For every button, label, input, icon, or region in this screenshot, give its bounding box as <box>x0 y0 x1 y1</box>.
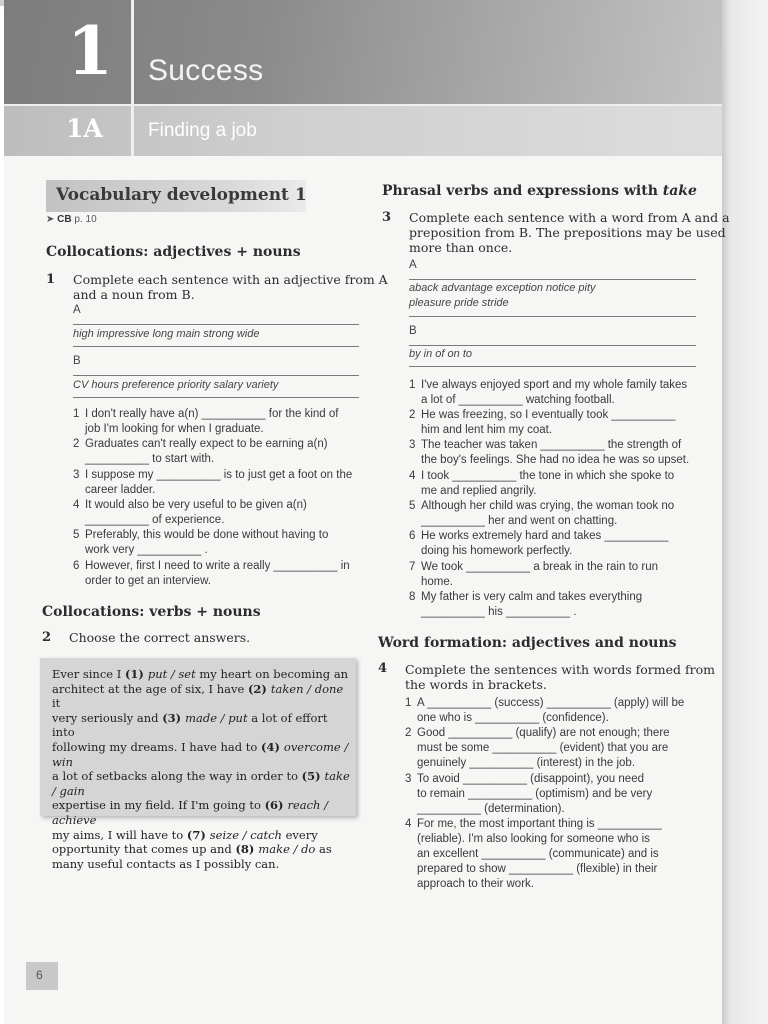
exercise-1-instruction: Complete each sentence with an adjective from A and a noun from B. <box>73 272 388 302</box>
gap-text-line: Ever since I (1) put / set my heart on becoming an <box>52 667 349 681</box>
exercise-1-item: 3 I suppose my __________ is to just get a foot on the career ladder. <box>73 469 353 496</box>
page-number: 6 <box>36 968 43 982</box>
box-a-words: aback advantage exception notice pity <box>409 282 596 294</box>
subheading-phrasal-verbs: Phrasal verbs and expressions with take <box>382 183 697 199</box>
exercise-1-item: 5 Preferably, this would be done without having to work very __________ . <box>73 529 329 556</box>
exercise-3-item: 5 Although her child was crying, the woman took no __________ her and went on chatting. <box>409 500 675 527</box>
subheading-word-formation: Word formation: adjectives and nouns <box>378 635 677 651</box>
exercise-3-number: 3 <box>382 210 392 225</box>
exercise-3-item: 7 We took __________ a break in the rain to run home. <box>409 561 658 588</box>
exercise-1-item: 6 However, first I need to write a really __________ in order to get an interview. <box>73 560 350 587</box>
gap-text-line: following my dreams. I have had to (4) overcome / win <box>52 739 349 769</box>
box-b-rule-bottom <box>73 397 359 398</box>
exercise-2-number: 2 <box>42 630 52 645</box>
box-b-words: CV hours preference priority salary variety <box>73 379 279 391</box>
exercise-1-item: 1 I don't really have a(n) __________ for the kind of job I'm looking for when I graduate. <box>73 408 339 435</box>
choice[interactable]: taken / done <box>270 681 344 696</box>
exercise-2-instruction: Choose the correct answers. <box>69 630 251 645</box>
facing-page-edge <box>722 0 768 1024</box>
gap-text-line: my aims, I will have to (7) seize / catch every <box>52 827 318 842</box>
exercise-3-item: 4 I took __________ the tone in which she spoke to me and replied angrily. <box>409 470 675 497</box>
box-b-rule-bottom <box>409 366 696 367</box>
box-a-label: A <box>73 304 81 316</box>
box-a-words: high impressive long main strong wide <box>73 328 260 340</box>
arrow-icon: ➤ <box>46 214 55 225</box>
exercise-1-number: 1 <box>46 272 56 287</box>
choice[interactable]: reach / achieve <box>52 798 328 827</box>
exercise-3-item: 6 He works extremely hard and takes __________ doing his homework perfectly. <box>409 530 669 557</box>
lesson-title: Finding a job <box>148 120 257 141</box>
exercise-3-item: 1 I've always enjoyed sport and my whole family takes a lot of __________ watching football. <box>409 379 688 406</box>
exercise-4-item: 4 For me, the most important thing is __________ (reliable). I'm also looking for someone who is an excellent __________ (communicate) and is prepared to show __________ (flexible) in their approach to their work. <box>405 818 662 890</box>
box-b-rule <box>73 375 359 376</box>
unit-title: Success <box>148 54 264 87</box>
lesson-number: 1A <box>66 114 103 143</box>
choice[interactable]: put / set <box>147 667 196 681</box>
box-b-rule <box>409 345 696 346</box>
exercise-1-item: 4 It would also be very useful to be given a(n) __________ of experience. <box>73 499 307 526</box>
lesson-header-band <box>4 106 722 156</box>
gap-text-line: very seriously and (3) made / put a lot of effort into <box>52 710 328 740</box>
exercise-4-instruction: Complete the sentences with words formed from the words in brackets. <box>405 662 715 692</box>
box-a-rule <box>73 324 359 325</box>
header-divider <box>4 104 722 106</box>
gap-text-line: architect at the age of six, I have (2) taken / done it <box>52 681 344 711</box>
gap-text-line: opportunity that comes up and (8) make / do as <box>52 842 332 857</box>
exercise-4-number: 4 <box>378 661 388 676</box>
cb-label: CB <box>57 214 72 225</box>
exercise-4-item: 1 A __________ (success) __________ (apply) will be one who is __________ (confidence). <box>405 697 685 724</box>
exercise-3-instruction: Complete each sentence with a word from A and a preposition from B. The prepositions may be used more than once. <box>409 210 730 255</box>
box-b-label: B <box>409 325 417 337</box>
choice[interactable]: take / gain <box>52 769 350 798</box>
box-a-words-cont: pleasure pride stride <box>409 297 509 309</box>
gap-text <box>52 667 352 871</box>
box-a-label: A <box>409 259 417 271</box>
coursebook-reference <box>46 214 97 225</box>
exercise-3-item: 8 My father is very calm and takes everything __________ his __________ . <box>409 591 643 618</box>
gap-text-line: a lot of setbacks along the way in order to (5) take / gain <box>52 769 350 798</box>
choice[interactable]: made / put <box>185 710 248 725</box>
exercise-4-item: 3 To avoid __________ (disappoint), you need to remain __________ (optimism) and be very __________ (determination). <box>405 773 653 815</box>
subheading-verbs-nouns: Collocations: verbs + nouns <box>42 604 261 620</box>
choice[interactable]: make / do <box>258 842 316 857</box>
cb-page: p. 10 <box>74 214 97 225</box>
header-separator <box>131 0 134 156</box>
choice[interactable]: seize / catch <box>209 827 282 842</box>
choice[interactable]: overcome / win <box>52 739 349 769</box>
gap-text-line: expertise in my field. If I'm going to (6) reach / achieve <box>52 798 328 827</box>
section-title: Vocabulary development 1 <box>56 185 307 205</box>
box-a-rule-bottom <box>409 316 696 317</box>
subheading-adjectives-nouns: Collocations: adjectives + nouns <box>46 244 301 260</box>
gap-text-line: many useful contacts as I possibly can. <box>52 856 280 871</box>
unit-number: 1 <box>67 12 113 90</box>
box-a-rule <box>409 279 696 280</box>
exercise-4-item: 2 Good __________ (qualify) are not enough; there must be some __________ (evident) that you are genuinely __________ (interest) in the job. <box>405 727 670 769</box>
exercise-3-item: 2 He was freezing, so I eventually took __________ him and lent him my coat. <box>409 409 676 436</box>
exercise-3-item: 3 The teacher was taken __________ the strength of the boy's feelings. She had no idea he was so upset. <box>409 439 690 466</box>
box-b-words: by in of on to <box>409 348 472 360</box>
box-a-rule-bottom <box>73 346 359 347</box>
exercise-1-item: 2 Graduates can't really expect to be earning a(n) __________ to start with. <box>73 438 328 465</box>
box-b-label: B <box>73 355 81 367</box>
